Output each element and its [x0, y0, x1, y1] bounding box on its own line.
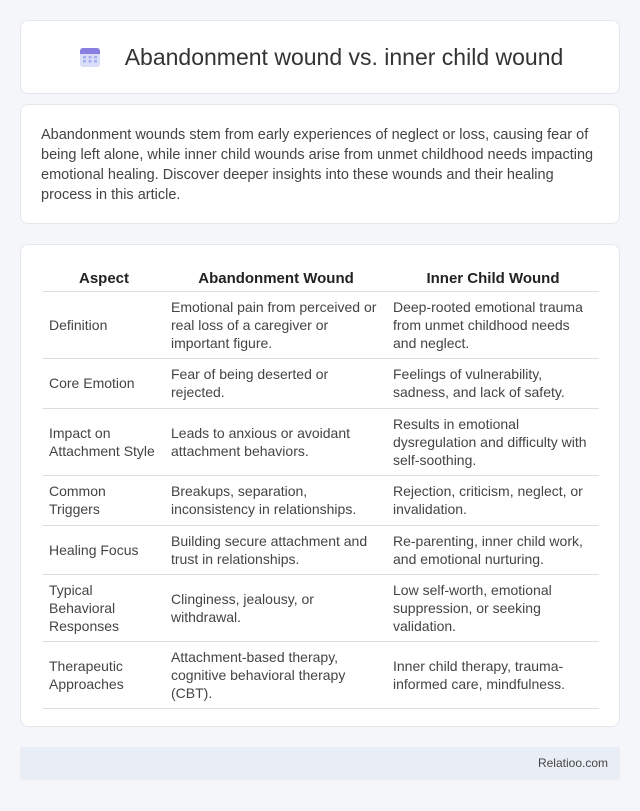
- comparison-table-card: [20, 244, 620, 727]
- column-header-aspect: Aspect: [43, 263, 165, 291]
- cell-aspect: Core Emotion: [43, 358, 165, 408]
- table-row: [43, 525, 599, 574]
- cell-inner-child: Feelings of vulnerability, sadness, and lack of safety.: [387, 358, 599, 408]
- table-row: [43, 574, 599, 641]
- column-header-abandonment: Abandonment Wound: [165, 263, 387, 291]
- cell-aspect: Healing Focus: [43, 525, 165, 574]
- cell-abandonment: Fear of being deserted or rejected.: [165, 358, 387, 408]
- page-title: Abandonment wound vs. inner child wound: [124, 43, 564, 70]
- cell-aspect: Common Triggers: [43, 475, 165, 525]
- cell-abandonment: Emotional pain from perceived or real loss of a caregiver or important figure.: [165, 291, 387, 358]
- table-row: [43, 408, 599, 475]
- cell-inner-child: Re-parenting, inner child work, and emotional nurturing.: [387, 525, 599, 574]
- cell-abandonment: Attachment-based therapy, cognitive behavioral therapy (CBT).: [165, 641, 387, 708]
- table-row: [43, 291, 599, 358]
- cell-inner-child: Results in emotional dysregulation and difficulty with self-soothing.: [387, 408, 599, 475]
- intro-card: [20, 104, 620, 224]
- table-row: [43, 358, 599, 408]
- cell-inner-child: Low self-worth, emotional suppression, or seeking validation.: [387, 574, 599, 641]
- table-row: [43, 641, 599, 708]
- cell-aspect: Therapeutic Approaches: [43, 641, 165, 708]
- table-header-row: [43, 263, 599, 291]
- cell-abandonment: Breakups, separation, inconsistency in relationships.: [165, 475, 387, 525]
- cell-abandonment: Leads to anxious or avoidant attachment behaviors.: [165, 408, 387, 475]
- cell-inner-child: Deep-rooted emotional trauma from unmet childhood needs and neglect.: [387, 291, 599, 358]
- comparison-table: [43, 263, 599, 709]
- table-row: [43, 475, 599, 525]
- cell-aspect: Impact on Attachment Style: [43, 408, 165, 475]
- cell-abandonment: Building secure attachment and trust in relationships.: [165, 525, 387, 574]
- footer-brand: Relatioo.com: [537, 756, 608, 770]
- cell-aspect: Typical Behavioral Responses: [43, 574, 165, 641]
- calendar-icon: [77, 44, 103, 70]
- cell-aspect: Definition: [43, 291, 165, 358]
- cell-inner-child: Inner child therapy, trauma-informed care, mindfulness.: [387, 641, 599, 708]
- header-card: [20, 20, 620, 94]
- footer: [20, 747, 620, 780]
- column-header-inner-child: Inner Child Wound: [387, 263, 599, 291]
- intro-text: Abandonment wounds stem from early experiences of neglect or loss, causing fear of being left alone, while inner child wounds arise from unmet childhood needs impacting emotional healing. Discover deeper insights into these wounds and their healing process in this article.: [41, 127, 594, 203]
- cell-inner-child: Rejection, criticism, neglect, or invalidation.: [387, 475, 599, 525]
- cell-abandonment: Clinginess, jealousy, or withdrawal.: [165, 574, 387, 641]
